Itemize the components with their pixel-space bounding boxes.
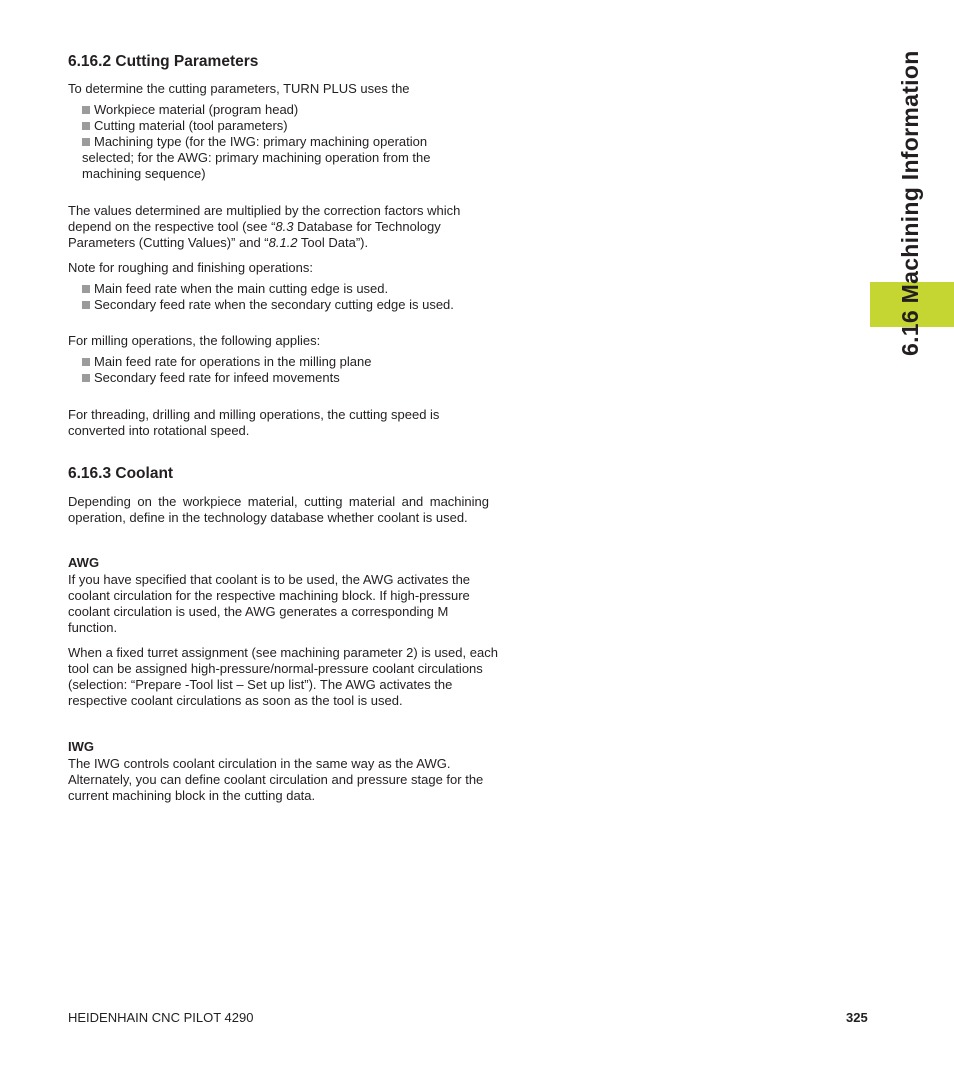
list-item: Secondary feed rate when the secondary cutting edge is used. <box>82 297 502 313</box>
list-item: Machining type (for the IWG: primary machining operation selected; for the AWG: primary machining operation from the machining sequence) <box>82 134 431 181</box>
correction-factors-paragraph: The values determined are multiplied by the correction factors which depend on the respective tool (see “8.3 Database for Technology Parameters (Cutting Values)” and “8.1.2 Tool Data”). <box>68 203 461 250</box>
list-item: Main feed rate when the main cutting edge is used. <box>82 281 502 297</box>
cross-reference[interactable]: 8.1.2 <box>268 235 298 250</box>
list-item: Cutting material (tool parameters) <box>82 118 502 134</box>
bullet-square-icon <box>82 301 90 309</box>
roughing-note: Note for roughing and finishing operations: <box>68 260 313 275</box>
list-item: Secondary feed rate for infeed movements <box>82 370 502 386</box>
milling-note: For milling operations, the following applies: <box>68 333 321 348</box>
bullet-square-icon <box>82 138 90 146</box>
chapter-title: 6.16 Machining Information <box>897 50 923 356</box>
bullet-square-icon <box>82 122 90 130</box>
coolant-intro: Depending on the workpiece material, cutting material and machining operation, define in the technology database whether coolant is used. <box>68 494 489 525</box>
awg-subheading: AWG <box>68 555 100 570</box>
iwg-paragraph: The IWG controls coolant circulation in the same way as the AWG. Alternately, you can define coolant circulation and pressure stage for the current machining block in the cutting data. <box>68 756 484 803</box>
bullet-square-icon <box>82 285 90 293</box>
page-number: 325 <box>846 1010 868 1025</box>
bullet-square-icon <box>82 374 90 382</box>
section-heading-cutting-parameters: 6.16.2 Cutting Parameters <box>68 53 259 70</box>
list-item: Main feed rate for operations in the milling plane <box>82 354 502 370</box>
bullet-square-icon <box>82 106 90 114</box>
threading-paragraph: For threading, drilling and milling operations, the cutting speed is converted into rotational speed. <box>68 407 440 438</box>
cross-reference[interactable]: 8.3 <box>275 219 294 234</box>
iwg-subheading: IWG <box>68 739 94 754</box>
section-heading-coolant: 6.16.3 Coolant <box>68 465 174 482</box>
cutting-intro: To determine the cutting parameters, TURN PLUS uses the <box>68 81 410 96</box>
list-item: Workpiece material (program head) <box>82 102 502 118</box>
awg-paragraph-1: If you have specified that coolant is to be used, the AWG activates the coolant circulation for the respective machining block. If high-pressure coolant circulation is used, the AWG generates a corresponding M function. <box>68 572 471 635</box>
footer-product-name: HEIDENHAIN CNC PILOT 4290 <box>68 1010 254 1025</box>
bullet-square-icon <box>82 358 90 366</box>
awg-paragraph-2: When a fixed turret assignment (see machining parameter 2) is used, each tool can be assigned high-pressure/normal-pressure coolant circulations (selection: “Prepare -Tool list – Set up list”). The AWG activates the respective coolant circulations as soon as the tool is used. <box>68 645 498 708</box>
